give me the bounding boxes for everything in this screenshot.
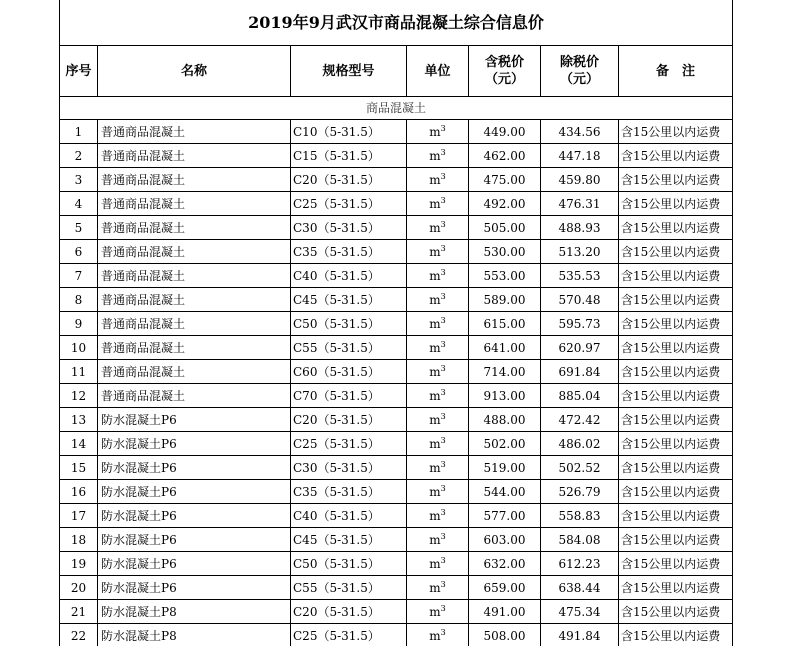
cell-spec: C50（5-31.5） [291,552,407,576]
cell-name: 普通商品混凝土 [98,168,291,192]
title-row [60,0,733,46]
cell-index: 7 [60,264,98,288]
cell-price-tax: 641.00 [469,336,541,360]
table-row [60,480,733,504]
cell-index: 8 [60,288,98,312]
cell-price-notax: 434.56 [541,120,619,144]
cell-index: 18 [60,528,98,552]
cell-name: 普通商品混凝土 [98,144,291,168]
table-row [60,120,733,144]
unit-base: m [429,124,441,139]
unit-base: m [429,268,441,283]
unit-exponent: 3 [440,387,446,397]
unit-exponent: 3 [440,123,446,133]
table-row [60,528,733,552]
cell-name: 防水混凝土P6 [98,432,291,456]
unit-exponent: 3 [440,267,446,277]
cell-price-tax: 488.00 [469,408,541,432]
cell-unit [407,168,469,192]
cell-price-notax: 476.31 [541,192,619,216]
cell-price-notax: 535.53 [541,264,619,288]
cell-index: 3 [60,168,98,192]
cell-name: 普通商品混凝土 [98,216,291,240]
header-spec: 规格型号 [291,46,407,97]
cell-price-notax: 475.34 [541,600,619,624]
unit-base: m [429,628,441,643]
header-note: 备 注 [619,46,733,97]
unit-base: m [429,604,441,619]
unit-base: m [429,196,441,211]
cell-price-tax: 632.00 [469,552,541,576]
header-price-tax [469,46,541,97]
cell-price-notax: 459.80 [541,168,619,192]
cell-index: 11 [60,360,98,384]
cell-name: 防水混凝土P6 [98,408,291,432]
cell-index: 13 [60,408,98,432]
unit-exponent: 3 [440,147,446,157]
cell-unit [407,480,469,504]
cell-note: 含15公里以内运费 [619,312,733,336]
unit-exponent: 3 [440,315,446,325]
cell-price-tax: 519.00 [469,456,541,480]
cell-note: 含15公里以内运费 [619,480,733,504]
cell-price-notax: 620.97 [541,336,619,360]
table-row [60,216,733,240]
cell-index: 2 [60,144,98,168]
table-row [60,144,733,168]
cell-spec: C35（5-31.5） [291,240,407,264]
table-row [60,504,733,528]
cell-index: 19 [60,552,98,576]
cell-unit [407,192,469,216]
table-row [60,624,733,646]
cell-unit [407,264,469,288]
cell-spec: C25（5-31.5） [291,624,407,646]
unit-base: m [429,484,441,499]
cell-index: 15 [60,456,98,480]
cell-price-tax: 449.00 [469,120,541,144]
unit-base: m [429,580,441,595]
cell-price-tax: 462.00 [469,144,541,168]
cell-unit [407,384,469,408]
cell-price-tax: 505.00 [469,216,541,240]
cell-note: 含15公里以内运费 [619,120,733,144]
cell-note: 含15公里以内运费 [619,288,733,312]
cell-spec: C25（5-31.5） [291,192,407,216]
unit-base: m [429,172,441,187]
cell-spec: C50（5-31.5） [291,312,407,336]
unit-exponent: 3 [440,339,446,349]
cell-note: 含15公里以内运费 [619,408,733,432]
table-row [60,432,733,456]
table-row [60,384,733,408]
header-index: 序号 [60,46,98,97]
cell-spec: C55（5-31.5） [291,576,407,600]
cell-unit [407,216,469,240]
cell-price-notax: 526.79 [541,480,619,504]
unit-exponent: 3 [440,459,446,469]
unit-exponent: 3 [440,603,446,613]
header-price-notax-line1: 除税价 [559,55,599,70]
unit-exponent: 3 [440,483,446,493]
cell-index: 4 [60,192,98,216]
cell-spec: C60（5-31.5） [291,360,407,384]
cell-name: 普通商品混凝土 [98,264,291,288]
cell-unit [407,432,469,456]
cell-unit [407,288,469,312]
cell-index: 1 [60,120,98,144]
unit-base: m [429,364,441,379]
cell-index: 20 [60,576,98,600]
cell-note: 含15公里以内运费 [619,504,733,528]
header-row [60,46,733,97]
unit-exponent: 3 [440,579,446,589]
cell-unit [407,408,469,432]
cell-unit [407,504,469,528]
unit-base: m [429,244,441,259]
unit-exponent: 3 [440,411,446,421]
unit-base: m [429,508,441,523]
unit-exponent: 3 [440,435,446,445]
cell-spec: C20（5-31.5） [291,408,407,432]
cell-spec: C25（5-31.5） [291,432,407,456]
cell-price-notax: 570.48 [541,288,619,312]
unit-base: m [429,460,441,475]
cell-spec: C20（5-31.5） [291,600,407,624]
cell-name: 防水混凝土P6 [98,504,291,528]
table-row [60,264,733,288]
cell-unit [407,600,469,624]
cell-name: 普通商品混凝土 [98,288,291,312]
cell-note: 含15公里以内运费 [619,528,733,552]
unit-exponent: 3 [440,171,446,181]
unit-base: m [429,220,441,235]
cell-note: 含15公里以内运费 [619,216,733,240]
table-row [60,168,733,192]
cell-name: 防水混凝土P8 [98,624,291,646]
cell-unit [407,360,469,384]
cell-price-tax: 577.00 [469,504,541,528]
table-row [60,288,733,312]
cell-spec: C10（5-31.5） [291,120,407,144]
unit-exponent: 3 [440,363,446,373]
header-price-tax-line2: （元） [484,72,524,87]
header-unit: 单位 [407,46,469,97]
cell-unit [407,336,469,360]
cell-unit [407,624,469,646]
table-row [60,552,733,576]
cell-price-tax: 475.00 [469,168,541,192]
unit-exponent: 3 [440,291,446,301]
cell-index: 22 [60,624,98,646]
cell-spec: C40（5-31.5） [291,504,407,528]
cell-price-tax: 544.00 [469,480,541,504]
table-body [60,0,733,646]
table-row [60,456,733,480]
cell-price-tax: 603.00 [469,528,541,552]
unit-exponent: 3 [440,627,446,637]
cell-price-tax: 615.00 [469,312,541,336]
section-label: 商品混凝土 [60,97,733,120]
cell-price-notax: 491.84 [541,624,619,646]
cell-spec: C40（5-31.5） [291,264,407,288]
cell-price-tax: 714.00 [469,360,541,384]
cell-note: 含15公里以内运费 [619,600,733,624]
price-table [59,0,733,646]
unit-exponent: 3 [440,531,446,541]
cell-price-notax: 584.08 [541,528,619,552]
cell-price-tax: 508.00 [469,624,541,646]
cell-name: 防水混凝土P6 [98,480,291,504]
cell-price-notax: 595.73 [541,312,619,336]
cell-name: 防水混凝土P6 [98,552,291,576]
unit-base: m [429,412,441,427]
table-row [60,360,733,384]
unit-base: m [429,556,441,571]
cell-name: 防水混凝土P6 [98,576,291,600]
cell-note: 含15公里以内运费 [619,576,733,600]
header-price-notax-line2: （元） [559,72,599,87]
table-title: 2019年9月武汉市商品混凝土综合信息价 [60,0,733,46]
cell-unit [407,312,469,336]
table-row [60,336,733,360]
unit-base: m [429,388,441,403]
cell-index: 12 [60,384,98,408]
cell-index: 21 [60,600,98,624]
header-price-tax-line1: 含税价 [484,55,524,70]
cell-unit [407,576,469,600]
cell-price-notax: 502.52 [541,456,619,480]
cell-price-tax: 492.00 [469,192,541,216]
unit-base: m [429,316,441,331]
cell-price-notax: 486.02 [541,432,619,456]
header-price-notax [541,46,619,97]
cell-unit [407,120,469,144]
cell-note: 含15公里以内运费 [619,168,733,192]
cell-name: 普通商品混凝土 [98,384,291,408]
cell-price-notax: 638.44 [541,576,619,600]
cell-spec: C30（5-31.5） [291,456,407,480]
cell-name: 普通商品混凝土 [98,240,291,264]
unit-base: m [429,292,441,307]
cell-spec: C45（5-31.5） [291,528,407,552]
cell-unit [407,240,469,264]
cell-note: 含15公里以内运费 [619,192,733,216]
cell-price-notax: 447.18 [541,144,619,168]
cell-index: 17 [60,504,98,528]
cell-price-notax: 488.93 [541,216,619,240]
cell-note: 含15公里以内运费 [619,264,733,288]
cell-unit [407,456,469,480]
cell-note: 含15公里以内运费 [619,240,733,264]
cell-note: 含15公里以内运费 [619,552,733,576]
cell-price-tax: 530.00 [469,240,541,264]
cell-price-tax: 491.00 [469,600,541,624]
table-row [60,600,733,624]
unit-base: m [429,148,441,163]
unit-base: m [429,532,441,547]
unit-base: m [429,340,441,355]
cell-spec: C20（5-31.5） [291,168,407,192]
cell-price-notax: 472.42 [541,408,619,432]
cell-spec: C30（5-31.5） [291,216,407,240]
cell-price-notax: 885.04 [541,384,619,408]
cell-unit [407,528,469,552]
cell-index: 16 [60,480,98,504]
cell-name: 防水混凝土P6 [98,456,291,480]
cell-name: 防水混凝土P6 [98,528,291,552]
cell-index: 5 [60,216,98,240]
unit-exponent: 3 [440,243,446,253]
unit-base: m [429,436,441,451]
table-row [60,312,733,336]
cell-spec: C55（5-31.5） [291,336,407,360]
unit-exponent: 3 [440,555,446,565]
cell-price-notax: 691.84 [541,360,619,384]
cell-note: 含15公里以内运费 [619,456,733,480]
cell-name: 普通商品混凝土 [98,312,291,336]
cell-index: 9 [60,312,98,336]
table-row [60,192,733,216]
cell-name: 普通商品混凝土 [98,336,291,360]
cell-index: 14 [60,432,98,456]
cell-name: 防水混凝土P8 [98,600,291,624]
cell-note: 含15公里以内运费 [619,432,733,456]
header-name: 名称 [98,46,291,97]
cell-price-notax: 513.20 [541,240,619,264]
cell-name: 普通商品混凝土 [98,192,291,216]
cell-name: 普通商品混凝土 [98,360,291,384]
unit-exponent: 3 [440,507,446,517]
section-row [60,97,733,120]
cell-spec: C15（5-31.5） [291,144,407,168]
cell-index: 6 [60,240,98,264]
cell-index: 10 [60,336,98,360]
cell-note: 含15公里以内运费 [619,624,733,646]
cell-note: 含15公里以内运费 [619,144,733,168]
cell-spec: C70（5-31.5） [291,384,407,408]
unit-exponent: 3 [440,195,446,205]
cell-price-tax: 553.00 [469,264,541,288]
cell-unit [407,144,469,168]
cell-note: 含15公里以内运费 [619,384,733,408]
cell-note: 含15公里以内运费 [619,336,733,360]
unit-exponent: 3 [440,219,446,229]
table-row [60,240,733,264]
cell-note: 含15公里以内运费 [619,360,733,384]
cell-price-notax: 558.83 [541,504,619,528]
cell-price-tax: 659.00 [469,576,541,600]
cell-spec: C35（5-31.5） [291,480,407,504]
cell-price-tax: 913.00 [469,384,541,408]
cell-spec: C45（5-31.5） [291,288,407,312]
table-row [60,408,733,432]
cell-name: 普通商品混凝土 [98,120,291,144]
cell-price-notax: 612.23 [541,552,619,576]
cell-price-tax: 502.00 [469,432,541,456]
cell-unit [407,552,469,576]
cell-price-tax: 589.00 [469,288,541,312]
table-row [60,576,733,600]
